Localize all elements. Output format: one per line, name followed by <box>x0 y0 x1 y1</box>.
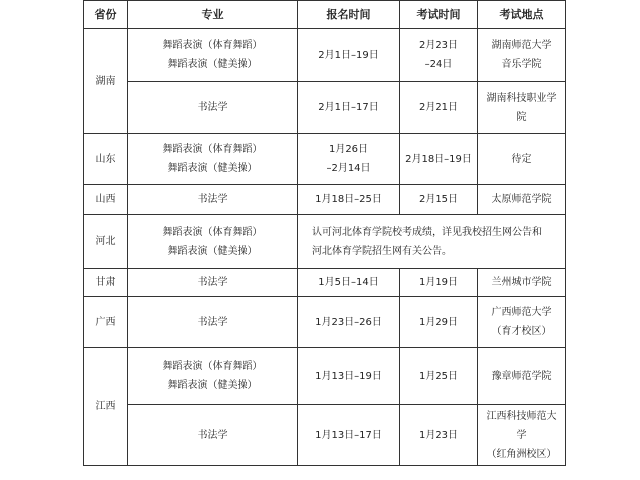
location-cell: 待定 <box>478 134 566 185</box>
province-cell: 河北 <box>84 215 128 269</box>
province-cell: 甘肃 <box>84 269 128 297</box>
province-cell: 山西 <box>84 185 128 215</box>
location-cell: 湖南科技职业学 院 <box>478 82 566 134</box>
table-row <box>84 405 566 466</box>
exam-time-cell: 1月19日 <box>400 269 478 297</box>
header-major: 专业 <box>128 1 298 29</box>
major-cell: 书法学 <box>128 297 298 348</box>
location-cell: 湖南师范大学 音乐学院 <box>478 29 566 82</box>
table-row <box>84 134 566 185</box>
location-cell: 太原师范学院 <box>478 185 566 215</box>
location-cell: 豫章师范学院 <box>478 348 566 405</box>
registration-cell: 1月26日 –2月14日 <box>298 134 400 185</box>
major-cell: 舞蹈表演（体育舞蹈） 舞蹈表演（健美操） <box>128 29 298 82</box>
table-row <box>84 215 566 269</box>
table-row <box>84 297 566 348</box>
header-row <box>84 1 566 29</box>
major-cell: 舞蹈表演（体育舞蹈） 舞蹈表演（健美操） <box>128 348 298 405</box>
registration-cell: 2月1日–19日 <box>298 29 400 82</box>
exam-time-cell: 2月15日 <box>400 185 478 215</box>
header-province: 省份 <box>84 1 128 29</box>
header-exam-time: 考试时间 <box>400 1 478 29</box>
exam-time-cell: 2月23日 –24日 <box>400 29 478 82</box>
major-cell: 书法学 <box>128 405 298 466</box>
table-row <box>84 29 566 82</box>
exam-time-cell: 2月18日–19日 <box>400 134 478 185</box>
location-cell: 兰州城市学院 <box>478 269 566 297</box>
exam-time-cell: 2月21日 <box>400 82 478 134</box>
major-cell: 舞蹈表演（体育舞蹈） 舞蹈表演（健美操） <box>128 215 298 269</box>
major-cell: 书法学 <box>128 185 298 215</box>
major-cell: 书法学 <box>128 269 298 297</box>
registration-cell: 1月13日–19日 <box>298 348 400 405</box>
location-cell: 广西师范大学 （育才校区） <box>478 297 566 348</box>
exam-time-cell: 1月25日 <box>400 348 478 405</box>
registration-cell: 2月1日–17日 <box>298 82 400 134</box>
registration-cell: 1月13日–17日 <box>298 405 400 466</box>
location-cell: 江西科技师范大 学 （红角洲校区） <box>478 405 566 466</box>
province-cell: 广西 <box>84 297 128 348</box>
province-cell: 山东 <box>84 134 128 185</box>
exam-time-cell: 1月23日 <box>400 405 478 466</box>
registration-cell: 1月23日–26日 <box>298 297 400 348</box>
table-row <box>84 82 566 134</box>
table-row <box>84 185 566 215</box>
registration-cell: 1月18日–25日 <box>298 185 400 215</box>
exam-time-cell: 1月29日 <box>400 297 478 348</box>
table-row <box>84 348 566 405</box>
province-cell: 湖南 <box>84 29 128 134</box>
exam-schedule-table <box>83 0 566 466</box>
note-cell: 认可河北体育学院校考成绩，详见我校招生网公告和 河北体育学院招生网有关公告。 <box>298 215 566 269</box>
header-exam-location: 考试地点 <box>478 1 566 29</box>
table-row <box>84 269 566 297</box>
province-cell: 江西 <box>84 348 128 466</box>
major-cell: 书法学 <box>128 82 298 134</box>
major-cell: 舞蹈表演（体育舞蹈） 舞蹈表演（健美操） <box>128 134 298 185</box>
registration-cell: 1月5日–14日 <box>298 269 400 297</box>
header-registration: 报名时间 <box>298 1 400 29</box>
